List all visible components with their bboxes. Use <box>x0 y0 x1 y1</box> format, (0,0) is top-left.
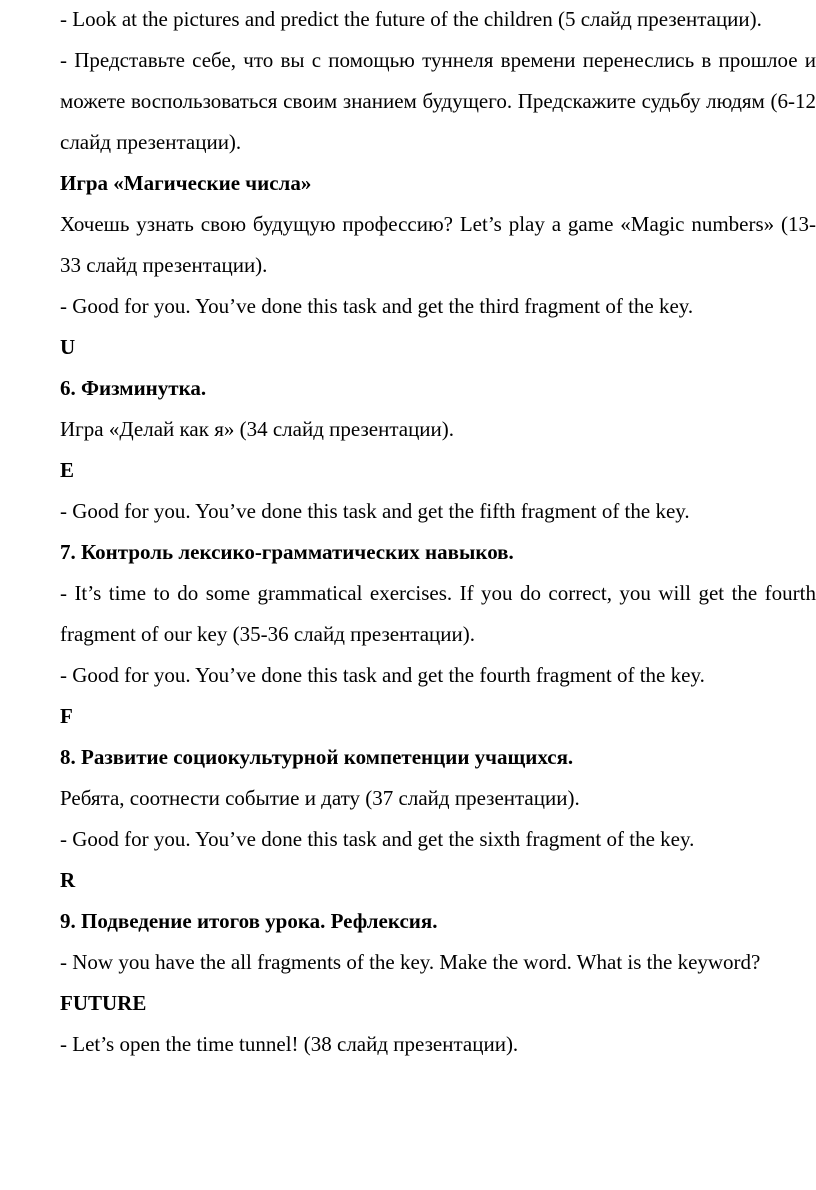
key-letter-e: E <box>60 458 75 482</box>
paragraph-third-fragment: - Good for you. You’ve done this task and get the third fragment of the key. <box>60 294 694 318</box>
heading-fizminutka: 6. Физминутка. <box>60 376 207 400</box>
key-letter-r: R <box>60 868 76 892</box>
heading-lesson-summary-reflection: 9. Подведение итогов урока. Рефлексия. <box>60 909 438 933</box>
heading-magic-numbers-game: Игра «Магические числа» <box>60 171 312 195</box>
paragraph-fifth-fragment: - Good for you. You’ve done this task and get the fifth fragment of the key. <box>60 499 690 523</box>
paragraph-fourth-fragment: - Good for you. You’ve done this task and get the fourth fragment of the key. <box>60 663 705 687</box>
paragraph-magic-numbers: Хочешь узнать свою будущую профессию? Let’s play a game «Magic numbers» (13-33 слайд презентации). <box>60 212 816 277</box>
heading-sociocultural-competence: 8. Развитие социокультурной компетенции учащихся. <box>60 745 574 769</box>
paragraph-open-time-tunnel: - Let’s open the time tunnel! (38 слайд презентации). <box>60 1032 519 1056</box>
document-page <box>60 0 816 1065</box>
key-letter-f: F <box>60 704 73 728</box>
paragraph-make-keyword: - Now you have the all fragments of the key. Make the word. What is the keyword? <box>60 950 761 974</box>
paragraph-time-tunnel-predict: - Представьте себе, что вы с помощью туннеля времени перенеслись в прошлое и можете воспользоваться своим знанием будущего. Предскажите судьбу людям (6-12 слайд презентации). <box>60 48 816 154</box>
paragraph-match-event-date: Ребята, соотнести событие и дату (37 слайд презентации). <box>60 786 580 810</box>
keyword-future: FUTURE <box>60 991 147 1015</box>
paragraph-sixth-fragment: - Good for you. You’ve done this task and get the sixth fragment of the key. <box>60 827 695 851</box>
paragraph-grammar-exercises: - It’s time to do some grammatical exercises. If you do correct, you will get the fourth fragment of our key (35-36 слайд презентации). <box>60 581 816 646</box>
paragraph-predict-children: - Look at the pictures and predict the future of the children (5 слайд презентации). <box>60 7 762 31</box>
heading-lexical-grammar-control: 7. Контроль лексико-грамматических навыков. <box>60 540 514 564</box>
key-letter-u: U <box>60 335 76 359</box>
paragraph-do-as-i-do-game: Игра «Делай как я» (34 слайд презентации). <box>60 417 455 441</box>
